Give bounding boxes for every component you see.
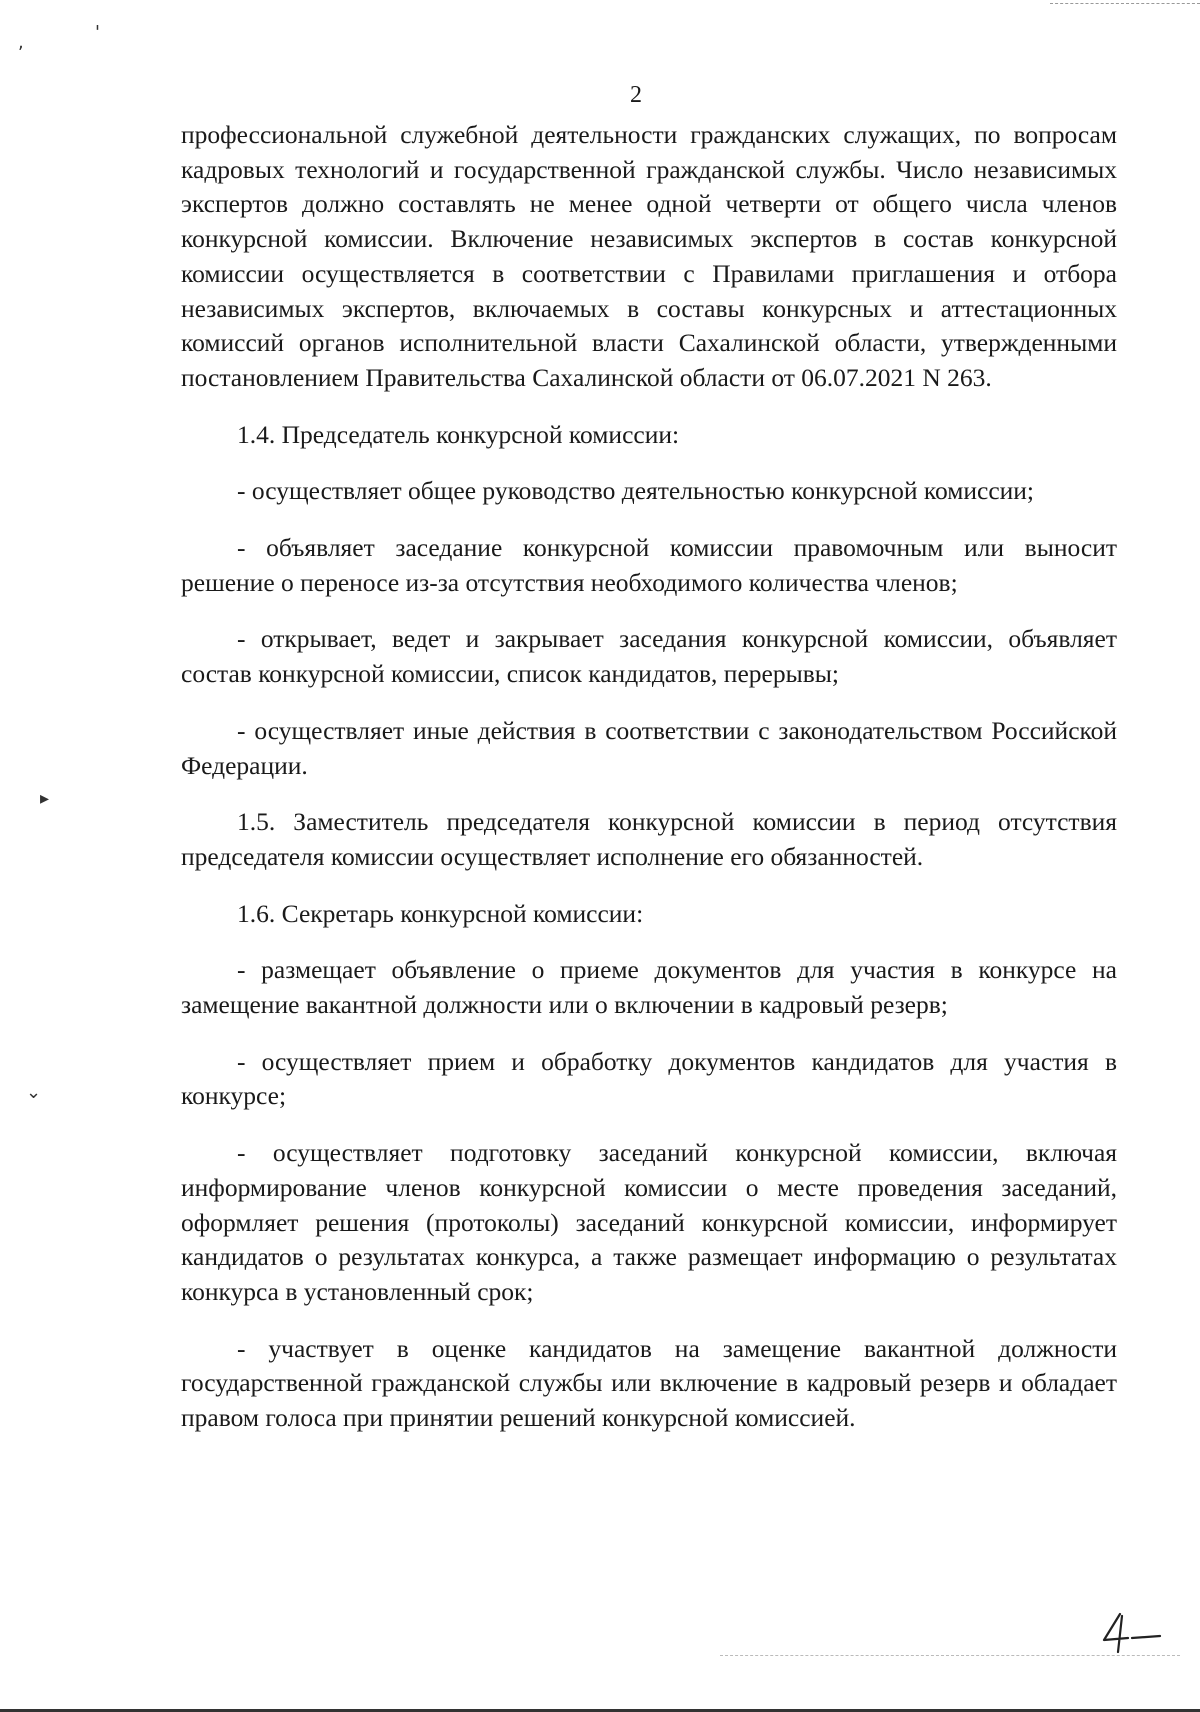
scan-speck-icon: , [18,32,24,53]
list-item: - участвует в оценке кандидатов на замещение вакантной должности государственной гражданской службы или включение в кадровый резерв и обладает правом голоса при принятии решений конкурсной комиссией. [181,1333,1117,1433]
paragraph-continuation: профессиональной служебной деятельности гражданских служащих, по вопросам кадровых технологий и государственной гражданской службы. Число независимых экспертов должно составлять не менее одной четверти от общего числа членов конкурсной комиссии. Включение независимых экспертов в состав конкурсной комиссии осуществляется в соответствии с Правилами приглашения и отбора независимых экспертов, включаемых в составы конкурсных и аттестационных комиссий органов исполнительной власти Сахалинской области, утвержденными постановлением Правительства Сахалинской области от 06.07.2021 N 263. [181,120,1117,392]
section-heading-1-4: 1.4. Председатель конкурсной комиссии: [237,419,680,449]
handwritten-page-mark [1098,1608,1178,1658]
list-item: - открывает, ведет и закрывает заседания конкурсной комиссии, объявляет состав конкурсной комиссии, список кандидатов, перерывы; [181,624,1117,689]
scan-speck-icon: ' [95,22,100,43]
scan-speck-icon: ▸ [40,788,50,809]
list-item: - осуществляет иные действия в соответствии с законодательством Российской Федерации. [181,715,1117,780]
list-item: - осуществляет подготовку заседаний конкурсной комиссии, включая информирование членов конкурсной комиссии о месте проведения заседаний, оформляет решения (протоколы) заседаний конкурсной комиссии, информирует кандидатов о результатах конкурса, а также размещает информацию о результатах конкурса в установленный срок; [181,1138,1117,1306]
list-item: - размещает объявление о приеме документов для участия в конкурсе на замещение вакантной должности или о включении в кадровый резерв; [181,955,1117,1020]
footer-rule [720,1655,1180,1657]
top-edge-rule [1050,3,1200,4]
section-paragraph-1-5: 1.5. Заместитель председателя конкурсной комиссии в период отсутствия председателя комиссии осуществляет исполнение его обязанностей. [181,807,1117,871]
page-number: 2 [630,82,642,108]
scan-speck-icon: ⌄ [26,1082,42,1103]
section-heading-1-6: 1.6. Секретарь конкурсной комиссии: [237,898,644,928]
list-item: - осуществляет прием и обработку документов кандидатов для участия в конкурсе; [181,1046,1117,1111]
document-body [181,118,1117,1436]
list-item: - осуществляет общее руководство деятельностью конкурсной комиссии; [237,476,1035,506]
list-item: - объявляет заседание конкурсной комиссии правомочным или выносит решение о переносе из-за отсутствия необходимого количества членов; [181,533,1117,597]
